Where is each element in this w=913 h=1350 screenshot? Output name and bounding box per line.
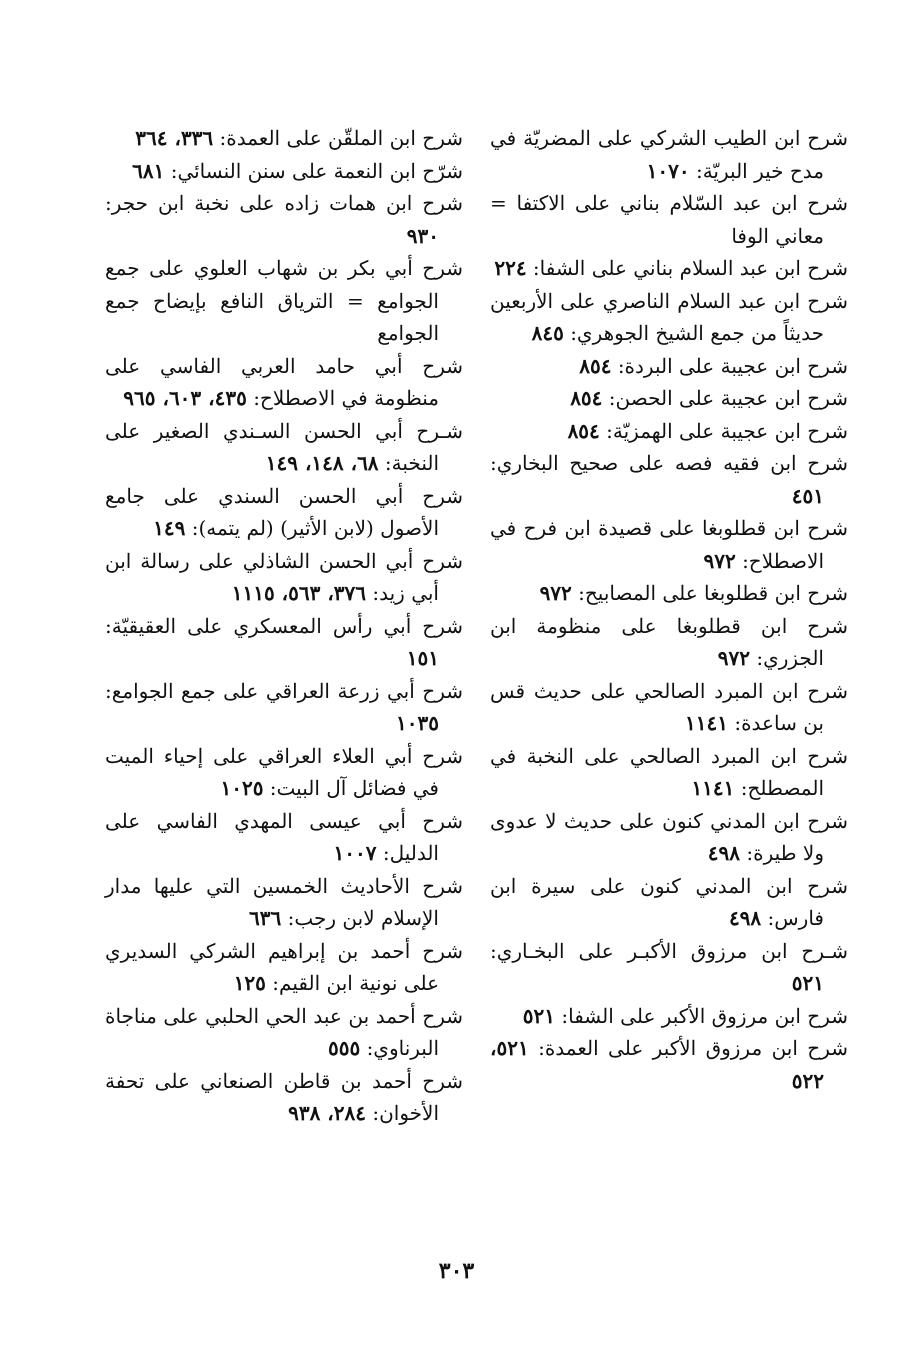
index-entry (490, 447, 848, 512)
entry-title: شرح ابن فقيه فصه على صحيح البخاري: (490, 451, 848, 475)
entry-page-numbers: ٩٣٠ (406, 223, 439, 248)
index-entry (105, 805, 463, 870)
index-entry (105, 740, 463, 805)
index-entry (490, 122, 848, 187)
entry-title: شرح ابن قطلوبغا على قصيدة ابن فرح في الاصطلاح: (490, 516, 848, 573)
entry-page-numbers: ٥٢١ (791, 971, 824, 995)
index-entry (490, 870, 848, 935)
entry-page-numbers: ١٠٠٧ (333, 841, 377, 865)
entry-page-numbers: ٦٨، ١٤٨، ١٤٩ (265, 451, 379, 475)
entry-page-numbers: ٢٨٤، ٩٣٨ (288, 1101, 366, 1125)
entry-page-numbers: ٨٥٤ (570, 386, 603, 410)
index-entry (490, 805, 848, 870)
index-column-left (105, 122, 463, 1130)
entry-page-numbers: ٤٩٨ (707, 841, 740, 865)
index-entry (105, 1000, 463, 1065)
entry-title: شرح ابن عجيبة على البردة: (617, 353, 848, 378)
index-entry (105, 545, 463, 610)
entry-title: شرح أبي رأس المعسكري على العقيقيّة: (105, 613, 463, 638)
entry-title: شرح أبي الحسن الشاذلي على رسالة ابن أبي زيد: (105, 548, 463, 605)
index-entry (105, 870, 463, 935)
index-entry (490, 740, 848, 805)
index-entry (490, 610, 848, 675)
entry-page-numbers: ١٠٢٥ (220, 776, 264, 800)
entry-page-numbers: ٩٧٢ (703, 548, 736, 573)
entry-page-numbers: ١٢٥ (233, 971, 266, 995)
index-entry (490, 382, 848, 415)
index-entry (105, 610, 463, 675)
entry-page-numbers: ٥٥٥ (327, 1036, 361, 1060)
entry-title: شـرح ابن مرزوق الأكبـر على البخـاري: (490, 938, 848, 963)
index-entry (105, 187, 463, 252)
entry-page-numbers: ١١٤١ (691, 776, 735, 800)
entry-page-numbers: ١٤٩ (153, 516, 186, 540)
entry-page-numbers: ٨٥٤ (567, 418, 600, 443)
entry-page-numbers: ٤٣٥، ٦٠٣، ٩٦٥ (123, 386, 247, 410)
entry-page-numbers: ٤٩٨ (728, 906, 762, 930)
index-entry (105, 675, 463, 740)
entry-title: شرح أحمد بن قاطن الصنعاني على تحفة الأخوان: (105, 1068, 463, 1125)
index-column-right (490, 122, 848, 1097)
entry-page-numbers: ٥٢١ (522, 1003, 555, 1028)
entry-page-numbers: ١٠٧٠ (646, 158, 690, 183)
entry-title: شرح ابن مرزوق الأكبر على العمدة: (538, 1036, 848, 1060)
entry-page-numbers: ٣٣٦، ٣٦٤ (135, 126, 214, 150)
entry-title: شرح الأحاديث الخمسين التي عليها مدار الإسلام لابن رجب: (105, 873, 463, 930)
entry-page-numbers: ٥٢١، ٥٢٢ (490, 1036, 824, 1093)
entry-title: شرح ابن عجيبة على الهمزيّة: (606, 418, 848, 443)
entry-title: شرح ابن المبرد الصالحي على حديث قس بن ساعدة: (490, 678, 848, 735)
entry-title: شرح ابن مرزوق الأكبر على الشفا: (561, 1003, 848, 1028)
index-entry (105, 1065, 463, 1130)
index-entry (490, 1000, 848, 1033)
entry-title: شـرح أبي الحسن السـندي الصغير على النخبة: (105, 418, 463, 475)
entry-title: شرح أبي الحسن السندي على جامع الأصول (لابن الأثير) (لم يتمه): (105, 483, 463, 540)
entry-page-numbers: ٨٤٥ (531, 321, 564, 345)
index-entry (490, 350, 848, 383)
entry-page-numbers: ٦٨١ (132, 158, 165, 183)
entry-page-numbers: ١٠٣٥ (396, 711, 439, 735)
entry-title: شرح أبي حامد العربي الفاسي على منظومة في الاصطلاح: (105, 353, 463, 410)
entry-page-numbers: ٩٧٢ (717, 646, 750, 670)
entry-title: شرح أبي عيسى المهدي الفاسي على الدليل: (105, 808, 463, 865)
entry-title: شرّح ابن النعمة على سنن النسائي: (170, 158, 463, 183)
entry-page-numbers: ٤٥١ (791, 483, 824, 508)
entry-page-numbers: ٩٧٢ (539, 581, 572, 605)
entry-title: شرح ابن عبد السلام الناصري على الأربعين حديثاً من جمع الشيخ الجوهري: (490, 288, 848, 345)
entry-title: شرح أحمد بن إبراهيم الشركي السديري على نونية ابن القيم: (105, 938, 463, 995)
entry-title: شرح أبي زرعة العراقي على جمع الجوامع: (105, 678, 463, 703)
entry-page-numbers: ١٥١ (406, 646, 439, 670)
entry-title: شرح ابن المدني كنون على حديث لا عدوى ولا طيرة: (490, 808, 848, 865)
index-entry (490, 512, 848, 577)
index-entry (490, 252, 848, 285)
entry-title: شرح ابن المدني كنون على سيرة ابن فارس: (490, 873, 848, 930)
index-entry (490, 285, 848, 350)
index-entry (105, 252, 463, 350)
index-entry (490, 577, 848, 610)
entry-title: شرح ابن قطلوبغا على منظومة ابن الجزري: (490, 613, 848, 670)
entry-title: شرح ابن قطلوبغا على المصابيح: (578, 581, 848, 605)
index-entry (105, 155, 463, 188)
index-entry (105, 122, 463, 155)
index-entry (490, 935, 848, 1000)
index-entry (105, 935, 463, 1000)
index-entry (490, 415, 848, 448)
index-entry (490, 1032, 848, 1097)
page-number: ٣٠٣ (438, 1258, 475, 1284)
entry-title: شرح ابن عبد السلام بناني على الشفا: (532, 256, 848, 280)
index-entry (490, 187, 848, 252)
index-entry (490, 675, 848, 740)
entry-page-numbers: ٣٧٦، ٥٦٣، ١١١٥ (231, 581, 367, 605)
entry-title: شرح ابن عبد السّلام بناني على الاكتفا = معاني الوفا (490, 191, 848, 248)
index-entry (105, 350, 463, 415)
entry-title: شرح أبي العلاء العراقي على إحياء الميت في فضائل آل البيت: (105, 743, 463, 800)
entry-title: شرح ابن همات زاده على نخبة ابن حجر: (105, 191, 463, 215)
entry-page-numbers: ٢٢٤ (494, 256, 527, 280)
index-entry (105, 480, 463, 545)
entry-title: شرح ابن المبرد الصالحي على النخبة في المصطلح: (490, 743, 848, 800)
entry-page-numbers: ٨٥٤ (579, 353, 612, 378)
entry-title: شرح ابن الطيب الشركي على المضريّة في مدح خير البريّة: (490, 126, 848, 183)
index-entry (105, 415, 463, 480)
entry-title: شرح ابن عجيبة على الحصن: (608, 386, 848, 410)
entry-page-numbers: ٦٣٦ (249, 906, 282, 930)
entry-page-numbers: ١١٤١ (685, 711, 728, 735)
entry-title: شرح أحمد بن عبد الحي الحلبي على مناجاة البرناوي: (105, 1003, 463, 1060)
entry-title: شرح ابن الملقّن على العمدة: (219, 126, 463, 150)
entry-title: شرح أبي بكر بن شهاب العلوي على جمع الجوامع = الترياق النافع بإيضاح جمع الجوامع (105, 256, 463, 345)
